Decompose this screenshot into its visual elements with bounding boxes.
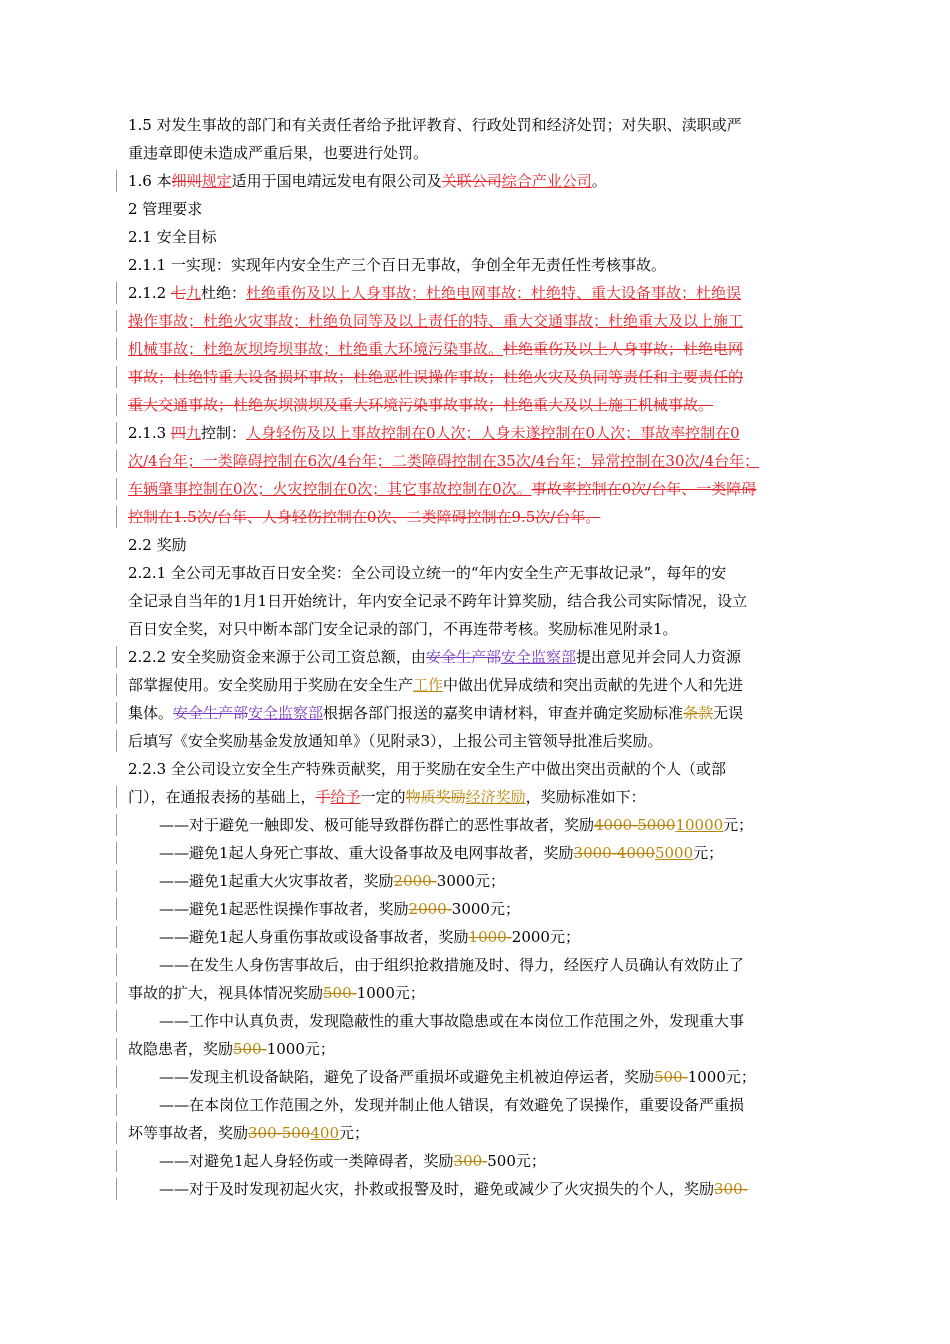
deleted-text: 事故；杜绝特重大设备损坏事故；杜绝恶性误操作事故；杜绝火灾及负同等责任和主要责任的 <box>128 368 744 386</box>
deleted-text: 300- <box>714 1180 748 1198</box>
revision-bar <box>116 954 117 976</box>
para-2-1-3-line-1: 2.1.3 四九控制：人身轻伤及以上事故控制在0人次；人身未遂控制在0人次；事故率控制在0 <box>128 419 822 447</box>
deleted-text: 七 <box>170 284 186 302</box>
revision-bar <box>116 674 117 696</box>
revision-bar <box>116 1010 117 1032</box>
deleted-text: 杜绝重伤及以上人身事故；杜绝电网 <box>503 340 744 358</box>
inserted-text: 车辆肇事控制在0次；火灾控制在0次；其它事故控制在0次。 <box>128 480 532 498</box>
revision-bar <box>116 1066 117 1088</box>
deleted-text: 重大交通事故；杜绝灰坝溃坝及重大环境污染事故事故；杜绝重大及以上施工机械事故。 <box>128 396 714 414</box>
revision-bar <box>116 1122 117 1144</box>
award-item-9-line-1: ——在本岗位工作范围之外，发现并制止他人错误，有效避免了误操作，重要设备严重损 <box>128 1091 822 1119</box>
award-item-11: ——对于及时发现初起火灾，扑救或报警及时，避免或减少了火灾损失的个人，奖励300- <box>128 1175 822 1203</box>
document-body <box>128 111 822 1203</box>
award-item-8: ——发现主机设备缺陷，避免了设备严重损坏或避免主机被迫停运者，奖励500-1000元； <box>128 1063 822 1091</box>
para-1-5-line-1: 1.5 对发生事故的部门和有关责任者给予批评教育、行政处罚和经济处罚；对失职、渎职或严 <box>128 116 742 134</box>
inserted-text: 操作事故；杜绝火灾事故；杜绝负同等及以上责任的特、重大交通事故；杜绝重大及以上施工 <box>128 312 744 330</box>
award-item-4: ——避免1起恶性误操作事故者，奖励2000-3000元； <box>128 895 822 923</box>
para-2-2-2-line-3: 集体。安全生产部安全监察部根据各部门报送的嘉奖申请材料，审查并确定奖励标准条款无误 <box>128 699 822 727</box>
inserted-text: 安全监察部 <box>500 648 576 666</box>
revision-bar <box>116 702 117 724</box>
deleted-text: 2000- <box>393 872 437 890</box>
para-2-1-3-line-2 <box>128 447 822 475</box>
award-item-1: ——对于避免一触即发、极可能导致群伤群亡的恶性事故者，奖励4000-500010000元； <box>128 811 822 839</box>
deleted-text: 500- <box>654 1068 688 1086</box>
deleted-text: 事故率控制在0次/台年、一类障碍 <box>531 480 757 498</box>
para-2-2-2-line-2: 部掌握使用。安全奖励用于奖励在安全生产工作中做出优异成绩和突出贡献的先进个人和先进 <box>128 671 822 699</box>
revision-bar <box>116 394 117 416</box>
heading-2-2: 2.2 奖励 <box>128 536 187 554</box>
inserted-text: 5000 <box>654 844 694 862</box>
heading-2-1: 2.1 安全目标 <box>128 228 217 246</box>
para-2-1-2-line-4 <box>128 363 822 391</box>
deleted-text: 2000- <box>408 900 452 918</box>
para-2-1-2-line-3 <box>128 335 822 363</box>
deleted-text: 条款 <box>683 704 714 722</box>
deleted-text: 1000- <box>468 928 512 946</box>
revision-bar <box>116 1038 117 1060</box>
para-2-2-3-line-2: 门），在通报表扬的基础上，手给予一定的物质奖励经济奖励，奖励标准如下： <box>128 783 822 811</box>
revision-bar <box>116 646 117 668</box>
revision-bar <box>116 310 117 332</box>
inserted-text: 10000 <box>675 816 724 834</box>
award-item-10: ——对避免1起人身轻伤或一类障碍者，奖励300-500元； <box>128 1147 822 1175</box>
revision-bar <box>116 422 117 444</box>
deleted-text: 细则 <box>171 172 202 190</box>
para-2-2-1-line-3: 百日安全奖，对只中断本部门安全记录的部门，不再连带考核。奖励标准见附录1。 <box>128 620 678 638</box>
revision-bar <box>116 450 117 472</box>
revision-bar <box>116 1150 117 1172</box>
inserted-text: 经济奖励 <box>465 788 526 806</box>
inserted-text: 给予 <box>330 788 361 806</box>
award-item-7-line-1: ——工作中认真负责，发现隐蔽性的重大事故隐患或在本岗位工作范围之外，发现重大事 <box>128 1007 822 1035</box>
revision-bar <box>116 478 117 500</box>
heading-2: 2 管理要求 <box>128 200 203 218</box>
deleted-text: 4000-5000 <box>594 816 676 834</box>
deleted-text: 300-500 <box>248 1124 311 1142</box>
para-1-6: 1.6 本细则规定适用于国电靖远发电有限公司及关联公司综合产业公司。 <box>128 167 822 195</box>
revision-bar <box>116 282 117 304</box>
deleted-text: 手 <box>315 788 331 806</box>
award-item-3: ——避免1起重大火灾事故者，奖励2000-3000元； <box>128 867 822 895</box>
inserted-text: 杜绝重伤及以上人身事故；杜绝电网事故；杜绝特、重大设备事故；杜绝误 <box>245 284 741 302</box>
revision-bar <box>116 338 117 360</box>
deleted-text: 四 <box>170 424 186 442</box>
inserted-text: 规定 <box>201 172 232 190</box>
deleted-text: 安全生产部 <box>425 648 501 666</box>
revision-bar <box>116 786 117 808</box>
award-item-2: ——避免1起人身死亡事故、重大设备事故及电网事故者，奖励3000-40005000元； <box>128 839 822 867</box>
para-2-1-1: 2.1.1 一实现：实现年内安全生产三个百日无事故，争创全年无责任性考核事故。 <box>128 256 666 274</box>
award-item-6-line-2: 事故的扩大，视具体情况奖励500-1000元； <box>128 979 822 1007</box>
inserted-text: 400 <box>310 1124 339 1142</box>
revision-bar <box>116 1178 117 1200</box>
para-2-2-2-line-1: 2.2.2 安全奖励资金来源于公司工资总额，由安全生产部安全监察部提出意见并会同人力资源 <box>128 643 822 671</box>
inserted-text: 九 <box>185 284 201 302</box>
revision-bar <box>116 814 117 836</box>
award-item-5: ——避免1起人身重伤事故或设备事故者，奖励1000-2000元； <box>128 923 822 951</box>
para-2-2-1-line-2: 全记录自当年的1月1日开始统计，年内安全记录不跨年计算奖励，结合我公司实际情况，设立 <box>128 592 748 610</box>
deleted-text: 安全生产部 <box>173 704 249 722</box>
para-2-1-2-line-5 <box>128 391 822 419</box>
revision-bar <box>116 982 117 1004</box>
revision-bar <box>116 170 117 192</box>
deleted-text: 500- <box>323 984 357 1002</box>
revision-bar <box>116 1094 117 1116</box>
award-item-6-line-1: ——在发生人身伤害事故后，由于组织抢救措施及时、得力，经医疗人员确认有效防止了 <box>128 951 822 979</box>
deleted-text: 控制在1.5次/台年、人身轻伤控制在0次、二类障碍控制在9.5次/台年。 <box>128 508 601 526</box>
deleted-text: 物质奖励 <box>405 788 466 806</box>
deleted-text: 500- <box>233 1040 267 1058</box>
revision-bar <box>116 506 117 528</box>
para-2-1-3-line-4 <box>128 503 822 531</box>
deleted-text: 3000-4000 <box>573 844 655 862</box>
deleted-text: 关联公司 <box>441 172 502 190</box>
inserted-text: 机械事故；杜绝灰坝垮坝事故；杜绝重大环境污染事故。 <box>128 340 504 358</box>
para-2-1-3-line-3 <box>128 475 822 503</box>
revision-bar <box>116 898 117 920</box>
revision-bar <box>116 870 117 892</box>
inserted-text: 人身轻伤及以上事故控制在0人次；人身未遂控制在0人次；事故率控制在0 <box>245 424 740 442</box>
para-2-1-2-line-2 <box>128 307 822 335</box>
para-2-2-2-line-4: 后填写《安全奖励基金发放通知单》（见附录3），上报公司主管领导批准后奖励。 <box>128 727 822 755</box>
inserted-text: 综合产业公司 <box>501 172 592 190</box>
revision-bar <box>116 366 117 388</box>
para-1-5-line-2: 重违章即使未造成严重后果，也要进行处罚。 <box>128 144 429 162</box>
inserted-text: 次/4台年；一类障碍控制在6次/4台年；二类障碍控制在35次/4台年；异常控制在30次/4台年； <box>128 452 760 470</box>
revision-bar <box>116 730 117 752</box>
revision-bar <box>116 842 117 864</box>
inserted-text: 安全监察部 <box>248 704 324 722</box>
para-2-2-1-line-1: 2.2.1 全公司无事故百日安全奖：全公司设立统一的“年内安全生产无事故记录”，每年的安 <box>128 564 727 582</box>
inserted-text: 工作 <box>413 676 444 694</box>
para-2-1-2-line-1: 2.1.2 七九杜绝：杜绝重伤及以上人身事故；杜绝电网事故；杜绝特、重大设备事故；杜绝误 <box>128 279 822 307</box>
award-item-9-line-2: 坏等事故者，奖励300-500400元； <box>128 1119 822 1147</box>
revision-bar <box>116 926 117 948</box>
para-2-2-3-line-1: 2.2.3 全公司设立安全生产特殊贡献奖，用于奖励在安全生产中做出突出贡献的个人（或部 <box>128 760 726 778</box>
deleted-text: 300- <box>453 1152 488 1170</box>
inserted-text: 九 <box>185 424 201 442</box>
award-item-7-line-2: 故隐患者，奖励500-1000元； <box>128 1035 822 1063</box>
